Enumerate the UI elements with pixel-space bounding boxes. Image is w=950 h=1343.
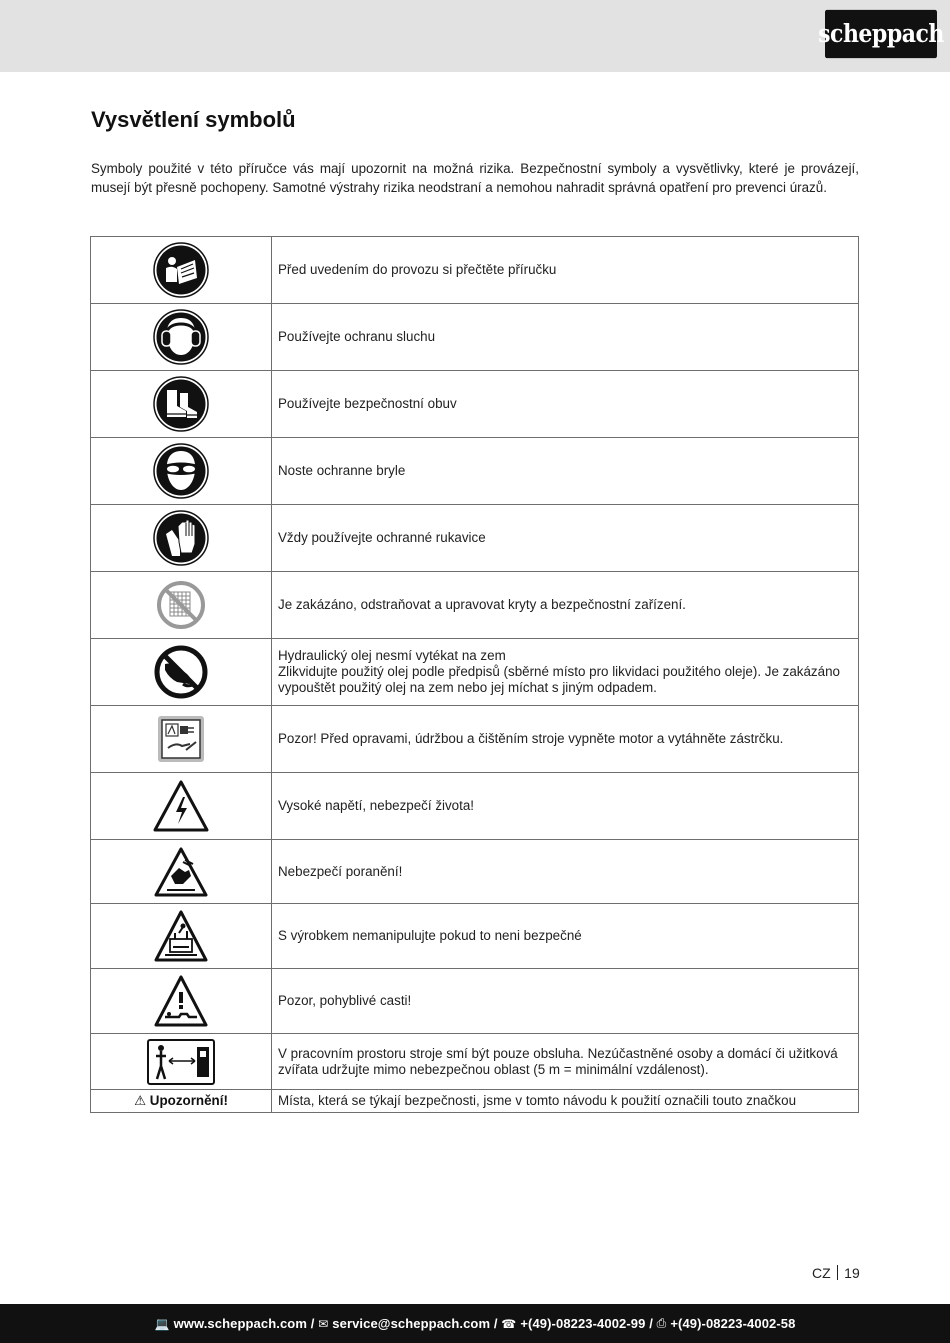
warning-text: Místa, která se týkají bezpečnosti, jsme v tomto návodu k použití označili touto značkou <box>272 1090 859 1113</box>
symbol-text: V pracovním prostoru stroje smí být pouze obsluha. Nezúčastněné osoby a domácí či užitková zvířata udržujte mimo nebezpečnou oblast (5 m = minimální vzdálenost). <box>272 1034 859 1090</box>
safety-goggles-icon <box>153 443 209 499</box>
symbol-row <box>91 371 859 438</box>
symbol-row <box>91 773 859 840</box>
symbol-row <box>91 572 859 639</box>
warning-row <box>91 1090 859 1113</box>
symbols-table <box>90 236 859 1113</box>
page-number-divider <box>837 1265 839 1280</box>
computer-icon: 💻 <box>154 1316 170 1331</box>
safety-gloves-icon <box>153 510 209 566</box>
fax-icon: ⎙ <box>656 1316 667 1330</box>
symbol-text: Vždy používejte ochranné rukavice <box>272 505 859 572</box>
page-title: Vysvětlení symbolů <box>91 107 296 132</box>
footer-web-link[interactable]: www.scheppach.com <box>173 1316 307 1331</box>
symbol-row <box>91 969 859 1034</box>
symbol-text: Hydraulický olej nesmí vytékat na zem Zlikvidujte použitý olej podle předpisů (sběrné místo pro likvidaci použitého oleje). Je zakázáno vypouštět použitý olej na zem nebo jej míchat s jiným odpadem. <box>272 639 859 706</box>
symbol-row <box>91 840 859 904</box>
symbol-text: S výrobkem nemanipulujte pokud to neni bezpečné <box>272 904 859 969</box>
symbol-text: Vysoké napětí, nebezpečí života! <box>272 773 859 840</box>
high-voltage-icon <box>152 779 210 833</box>
symbol-row <box>91 237 859 304</box>
intro-paragraph: Symboly použité v této příručce vás mají upozornit na možná rizika. Bezpečnostní symboly a vysvětlivky, které je provázejí, musejí být přesně pochopeny. Samotné výstrahy rizika neodstraní a nemohou nahradit správná opatření pro prevenci úrazů. <box>91 161 859 195</box>
symbol-row <box>91 639 859 706</box>
warning-label: ⚠ Upozornění! <box>134 1093 228 1108</box>
symbol-row <box>91 706 859 773</box>
header-band <box>0 0 950 72</box>
operator-zone-icon <box>147 1039 215 1085</box>
page-number: CZ 19 <box>812 1265 860 1281</box>
hand-injury-icon <box>153 846 209 898</box>
footer-email-link[interactable]: service@scheppach.com <box>332 1316 491 1331</box>
symbol-text: Používejte bezpečnostní obuv <box>272 371 859 438</box>
unsafe-handling-icon <box>153 909 209 963</box>
footer-band: 💻 www.scheppach.com / ✉ service@scheppach.com / ☎ +(49)-08223-4002-99 / ⎙ +(49)-08223-4002-58 <box>0 1304 950 1343</box>
symbol-text: Používejte ochranu sluchu <box>272 304 859 371</box>
scheppach-logo: scheppach <box>825 10 937 58</box>
ear-protection-icon <box>153 309 209 365</box>
footer-phone: +(49)-08223-4002-99 <box>520 1316 646 1331</box>
symbol-row <box>91 304 859 371</box>
mail-icon: ✉ <box>318 1316 329 1331</box>
safety-shoes-icon <box>153 376 209 432</box>
symbol-text: Pozor! Před opravami, údržbou a čištěním stroje vypněte motor a vytáhněte zástrčku. <box>272 706 859 773</box>
symbol-row <box>91 1034 859 1090</box>
symbol-text: Je zakázáno, odstraňovat a upravovat kryty a bezpečnostní zařízení. <box>272 572 859 639</box>
symbol-text: Nebezpečí poranění! <box>272 840 859 904</box>
symbol-text: Pozor, pohyblivé casti! <box>272 969 859 1034</box>
symbol-row <box>91 438 859 505</box>
symbol-text: Před uvedením do provozu si přečtěte příručku <box>272 237 859 304</box>
moving-parts-icon <box>153 974 209 1028</box>
symbol-row <box>91 505 859 572</box>
no-guard-removal-icon <box>155 579 207 631</box>
symbol-text: Noste ochranne bryle <box>272 438 859 505</box>
unplug-before-maintenance-icon <box>156 714 206 764</box>
no-oil-spill-icon <box>153 644 209 700</box>
read-manual-icon <box>153 242 209 298</box>
footer-fax: +(49)-08223-4002-58 <box>670 1316 796 1331</box>
phone-icon: ☎ <box>501 1316 517 1331</box>
symbol-row <box>91 904 859 969</box>
